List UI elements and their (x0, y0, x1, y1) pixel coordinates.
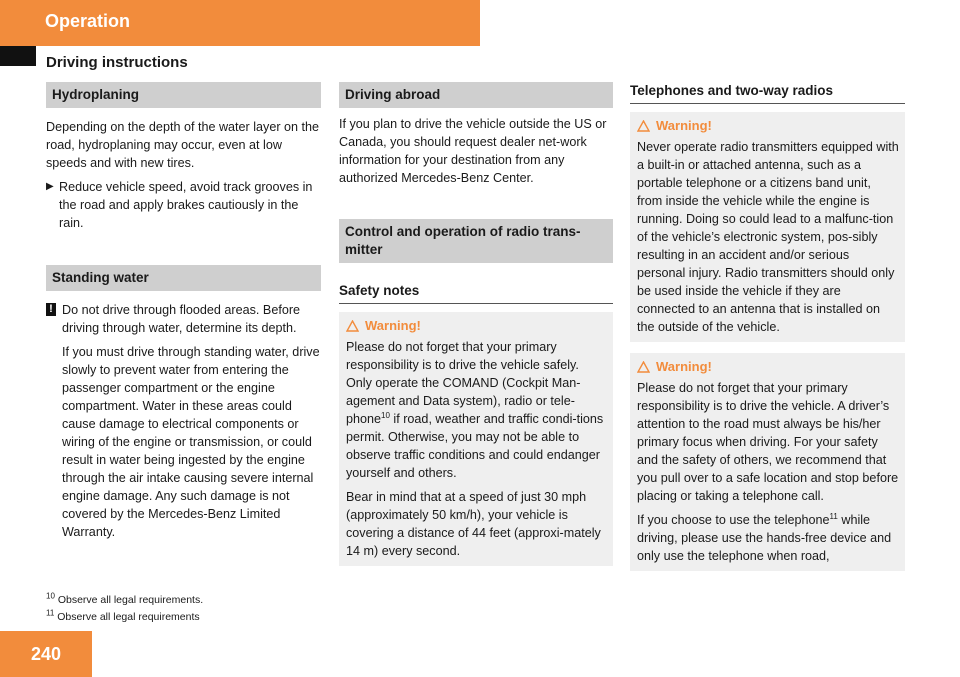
warning-paragraph-2 (637, 511, 899, 565)
header-tab (0, 0, 480, 46)
footnote-ref: 10 (381, 410, 390, 420)
warning-text: Never operate radio transmitters equipped with a built-in or attached antenna, such as a portable telephone or a citizens band unit, from inside the vehicle while the engine is running. Doing so could lead to a malfunc-tion of the vehicle’s electronic system, pos-sibly resulting in an accident and/or serious personal injury. Radio transmitters should only be used inside the vehicle if they are connected to an antenna that is installed on the outside of the vehicle. (637, 140, 899, 334)
warning-text-part: If you choose to use the telephone (637, 513, 830, 527)
standing-water-note-text: Do not drive through flooded areas. Before driving through water, determine its depth. (62, 303, 301, 335)
hydroplaning-text: Depending on the depth of the water layer on the road, hydroplaning may occur, even at low speeds and with new tires. (46, 120, 320, 170)
warning-title (637, 358, 899, 376)
warning-title (637, 117, 899, 135)
page-subtitle: Driving instructions (46, 54, 188, 71)
header-marker (0, 46, 36, 66)
column-1 (46, 82, 321, 541)
arrow-bullet-icon: ▶ (46, 181, 54, 192)
footnote-number: 10 (46, 591, 55, 601)
warning-text-part: Please do not forget that your primary responsibility is to drive the vehicle safely. Only operate the COMAND (Cockpit Man-agement and Data system), radio or tele-phone (346, 340, 581, 426)
warning-box-telephone (630, 353, 905, 571)
warning-triangle-icon (637, 361, 650, 373)
hydroplaning-heading: Hydroplaning (46, 82, 321, 108)
footnote (46, 591, 204, 606)
section-title: Operation (45, 11, 131, 31)
warning-title-label: Warning! (365, 318, 421, 333)
warning-triangle-icon (637, 120, 650, 132)
column-3 (630, 82, 905, 571)
safety-notes-heading: Safety notes (339, 282, 613, 304)
warning-triangle-icon (346, 320, 359, 332)
footnote-number: 11 (46, 608, 55, 618)
standing-water-text: If you must drive through standing water, drive slowly to prevent water from entering the passenger compartment or the engine compartment. Water in these areas could cause damage to electrical components or wiring of the engine or transmission, or could result in water being ingested by the engine through the air intake causing severe internal engine damage. Any such damage is not covered by the Mercedes-Benz Limited Warranty. (62, 345, 320, 539)
warning-paragraph-2: Bear in mind that at a speed of just 30 mph (approximately 50 km/h), your vehicle is covering a distance of 44 feet (approxi-mately 14 m) every second. (346, 490, 601, 558)
warning-text-part: while driving, please use the hands-free device and only use the telephone when road, (637, 513, 892, 563)
page-number: 240 (0, 631, 92, 677)
column-2 (339, 82, 613, 566)
footnote (46, 608, 200, 623)
driving-abroad-heading: Driving abroad (339, 82, 613, 108)
warning-text-part: if road, weather and traffic condi-tions permit. Otherwise, you may not be able to observe traffic conditions and could endanger yourself and others. (346, 412, 604, 480)
footnote-text: Observe all legal requirements (57, 611, 200, 623)
radio-transmitter-heading: Control and operation of radio trans-mitter (339, 219, 613, 263)
warning-paragraph-1 (346, 338, 607, 482)
standing-water-note (46, 301, 321, 337)
warning-title-label: Warning! (656, 118, 712, 133)
warning-box-transmitters (630, 112, 905, 342)
warning-title-label: Warning! (656, 359, 712, 374)
hydroplaning-bullet (46, 178, 321, 232)
footnote-ref: 11 (829, 511, 838, 521)
telephones-heading: Telephones and two-way radios (630, 82, 905, 104)
standing-water-heading: Standing water (46, 265, 321, 291)
warning-paragraph-1: Please do not forget that your primary responsibility is to drive the vehicle. A driver’s attention to the road must always be his/her primary focus when driving. For your safety and the safety of others, we recommend that you pull over to a safe location and stop before placing or taking a telephone call. (637, 381, 899, 503)
driving-abroad-text: If you plan to drive the vehicle outside the US or Canada, you should request dealer net-work information for your destination from any authorized Mercedes-Benz Center. (339, 117, 607, 185)
caution-icon: ! (46, 303, 56, 316)
footnote-text: Observe all legal requirements. (57, 594, 204, 606)
hydroplaning-bullet-text: Reduce vehicle speed, avoid track grooves in the road and apply brakes cautiously in the rain. (59, 180, 313, 230)
warning-box-safety (339, 312, 613, 566)
warning-title (346, 317, 607, 335)
